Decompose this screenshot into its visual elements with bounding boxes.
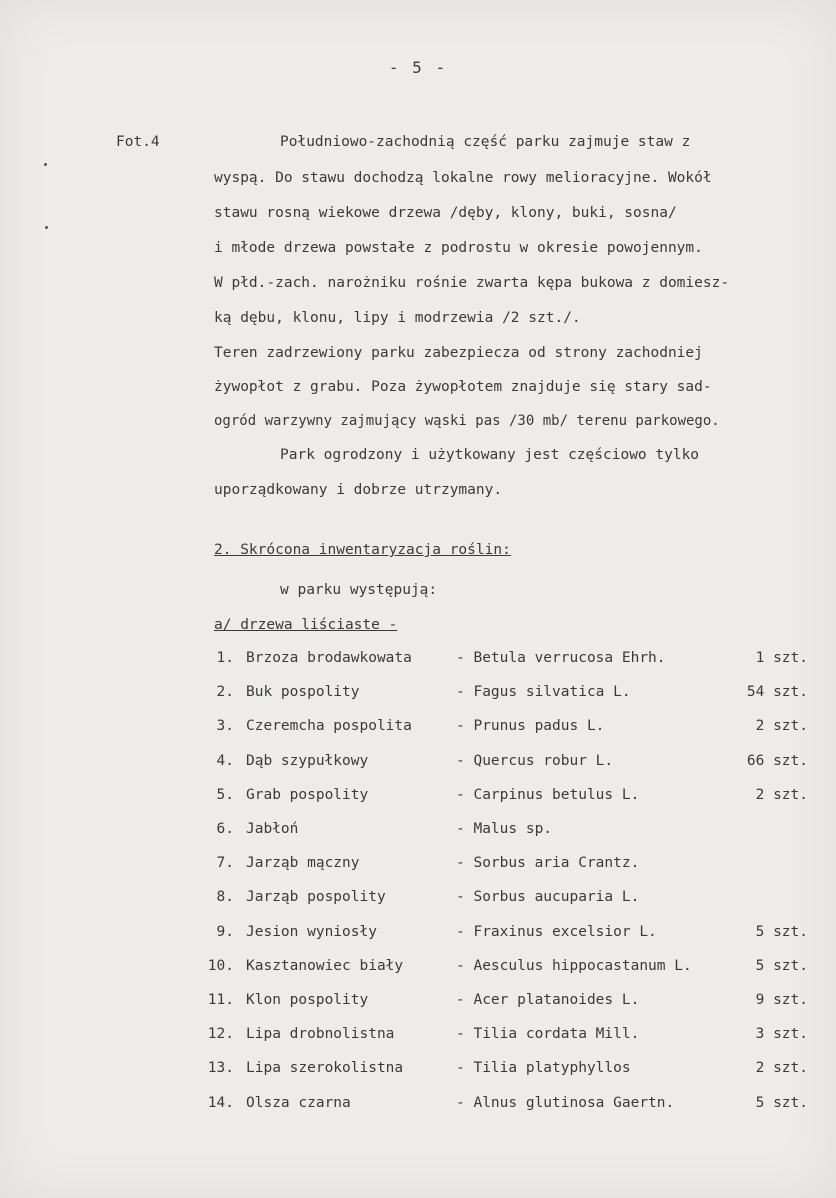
tree-polish-name: Jabłoń xyxy=(246,821,299,837)
intro-line: Teren zadrzewiony parku zabezpiecza od strony zachodniej xyxy=(214,345,703,361)
park-line: Park ogrodzony i użytkowany jest częściowo tylko xyxy=(280,447,700,463)
page-number: - 5 - xyxy=(388,58,448,77)
tree-number: 10. xyxy=(207,957,234,974)
section-title: 2. Skrócona inwentaryzacja roślin: xyxy=(214,542,511,558)
intro-line: ogród warzywny zajmujący wąski pas /30 mb/ terenu parkowego. xyxy=(214,413,720,429)
tree-latin-name: - Sorbus aucuparia L. xyxy=(456,889,640,906)
tree-latin-name: - Fraxinus excelsior L. xyxy=(456,923,657,940)
tree-quantity: 2 szt. xyxy=(755,1060,808,1077)
tree-quantity: 2 szt. xyxy=(755,718,808,735)
tree-number: 12. xyxy=(207,1026,234,1043)
intro-line: wyspą. Do stawu dochodzą lokalne rowy melioracyjne. Wokół xyxy=(214,170,712,186)
tree-number: 4. xyxy=(216,752,234,769)
tree-number: 8. xyxy=(216,889,234,906)
tree-quantity: 54 szt. xyxy=(746,684,808,701)
tree-quantity: 5 szt. xyxy=(755,957,808,974)
tree-polish-name: Jarząb mączny xyxy=(246,855,360,872)
tree-quantity: 1 szt. xyxy=(755,650,808,666)
intro-line: W płd.-zach. narożniku rośnie zwarta kępa bukowa z domiesz- xyxy=(214,275,730,291)
tree-polish-name: Lipa szerokolistna xyxy=(246,1060,404,1077)
tree-quantity: 3 szt. xyxy=(755,1026,808,1043)
tree-latin-name: - Aesculus hippocastanum L. xyxy=(456,957,692,974)
tree-polish-name: Czeremcha pospolita xyxy=(246,718,412,735)
tree-polish-name: Lipa drobnolistna xyxy=(246,1026,395,1043)
tree-latin-name: - Sorbus aria Crantz. xyxy=(456,855,640,872)
tree-latin-name: - Tilia platyphyllos xyxy=(456,1060,631,1077)
tree-number: 11. xyxy=(207,992,234,1008)
tree-polish-name: Jarząb pospolity xyxy=(246,889,386,906)
tree-polish-name: Kasztanowiec biały xyxy=(246,957,404,974)
tree-number: 14. xyxy=(207,1094,234,1111)
tree-latin-name: - Malus sp. xyxy=(456,821,553,837)
tree-latin-name: - Quercus robur L. xyxy=(456,752,614,769)
tree-latin-name: - Tilia cordata Mill. xyxy=(456,1026,640,1043)
tree-quantity: 9 szt. xyxy=(755,992,808,1008)
tree-number: 5. xyxy=(216,786,234,803)
intro-line: żywopłot z grabu. Poza żywopłotem znajduje się stary sad- xyxy=(214,379,712,395)
tree-latin-name: - Betula verrucosa Ehrh. xyxy=(456,650,666,666)
park-line: uporządkowany i dobrze utrzymany. xyxy=(214,482,503,498)
tree-number: 13. xyxy=(207,1060,234,1077)
tree-number: 7. xyxy=(216,855,234,872)
tree-number: 3. xyxy=(216,718,234,735)
tree-polish-name: Jesion wyniosły xyxy=(246,923,377,940)
tree-latin-name: - Prunus padus L. xyxy=(456,718,605,735)
tree-quantity: 2 szt. xyxy=(755,786,808,803)
tree-polish-name: Grab pospolity xyxy=(246,786,369,803)
tree-latin-name: - Fagus silvatica L. xyxy=(456,684,631,701)
tree-latin-name: - Acer platanoides L. xyxy=(456,992,640,1008)
tree-polish-name: Buk pospolity xyxy=(246,684,360,701)
subsection-heading: a/ drzewa liściaste - xyxy=(214,617,398,633)
intro-line: i młode drzewa powstałe z podrostu w okresie powojennym. xyxy=(214,240,703,256)
intro-line: stawu rosną wiekowe drzewa /dęby, klony, buki, sosna/ xyxy=(214,205,677,221)
tree-quantity: 66 szt. xyxy=(746,752,808,769)
subtitle: w parku występują: xyxy=(280,582,438,598)
tree-polish-name: Brzoza brodawkowata xyxy=(246,650,412,666)
tree-polish-name: Klon pospolity xyxy=(246,992,369,1008)
margin-dot xyxy=(44,163,47,166)
margin-dot xyxy=(45,226,48,229)
tree-polish-name: Dąb szypułkowy xyxy=(246,752,369,769)
tree-latin-name: - Alnus glutinosa Gaertn. xyxy=(456,1094,675,1111)
tree-number: 1. xyxy=(216,650,234,666)
tree-number: 6. xyxy=(216,821,234,837)
tree-quantity: 5 szt. xyxy=(755,1094,808,1111)
tree-number: 2. xyxy=(216,684,234,701)
tree-polish-name: Olsza czarna xyxy=(246,1094,351,1111)
intro-line: Południowo-zachodnią część parku zajmuje staw z xyxy=(280,134,691,150)
tree-quantity: 5 szt. xyxy=(755,923,808,940)
photo-reference: Fot.4 xyxy=(116,134,160,150)
tree-latin-name: - Carpinus betulus L. xyxy=(456,786,640,803)
tree-number: 9. xyxy=(216,923,234,940)
intro-line: ką dębu, klonu, lipy i modrzewia /2 szt./. xyxy=(214,310,581,326)
